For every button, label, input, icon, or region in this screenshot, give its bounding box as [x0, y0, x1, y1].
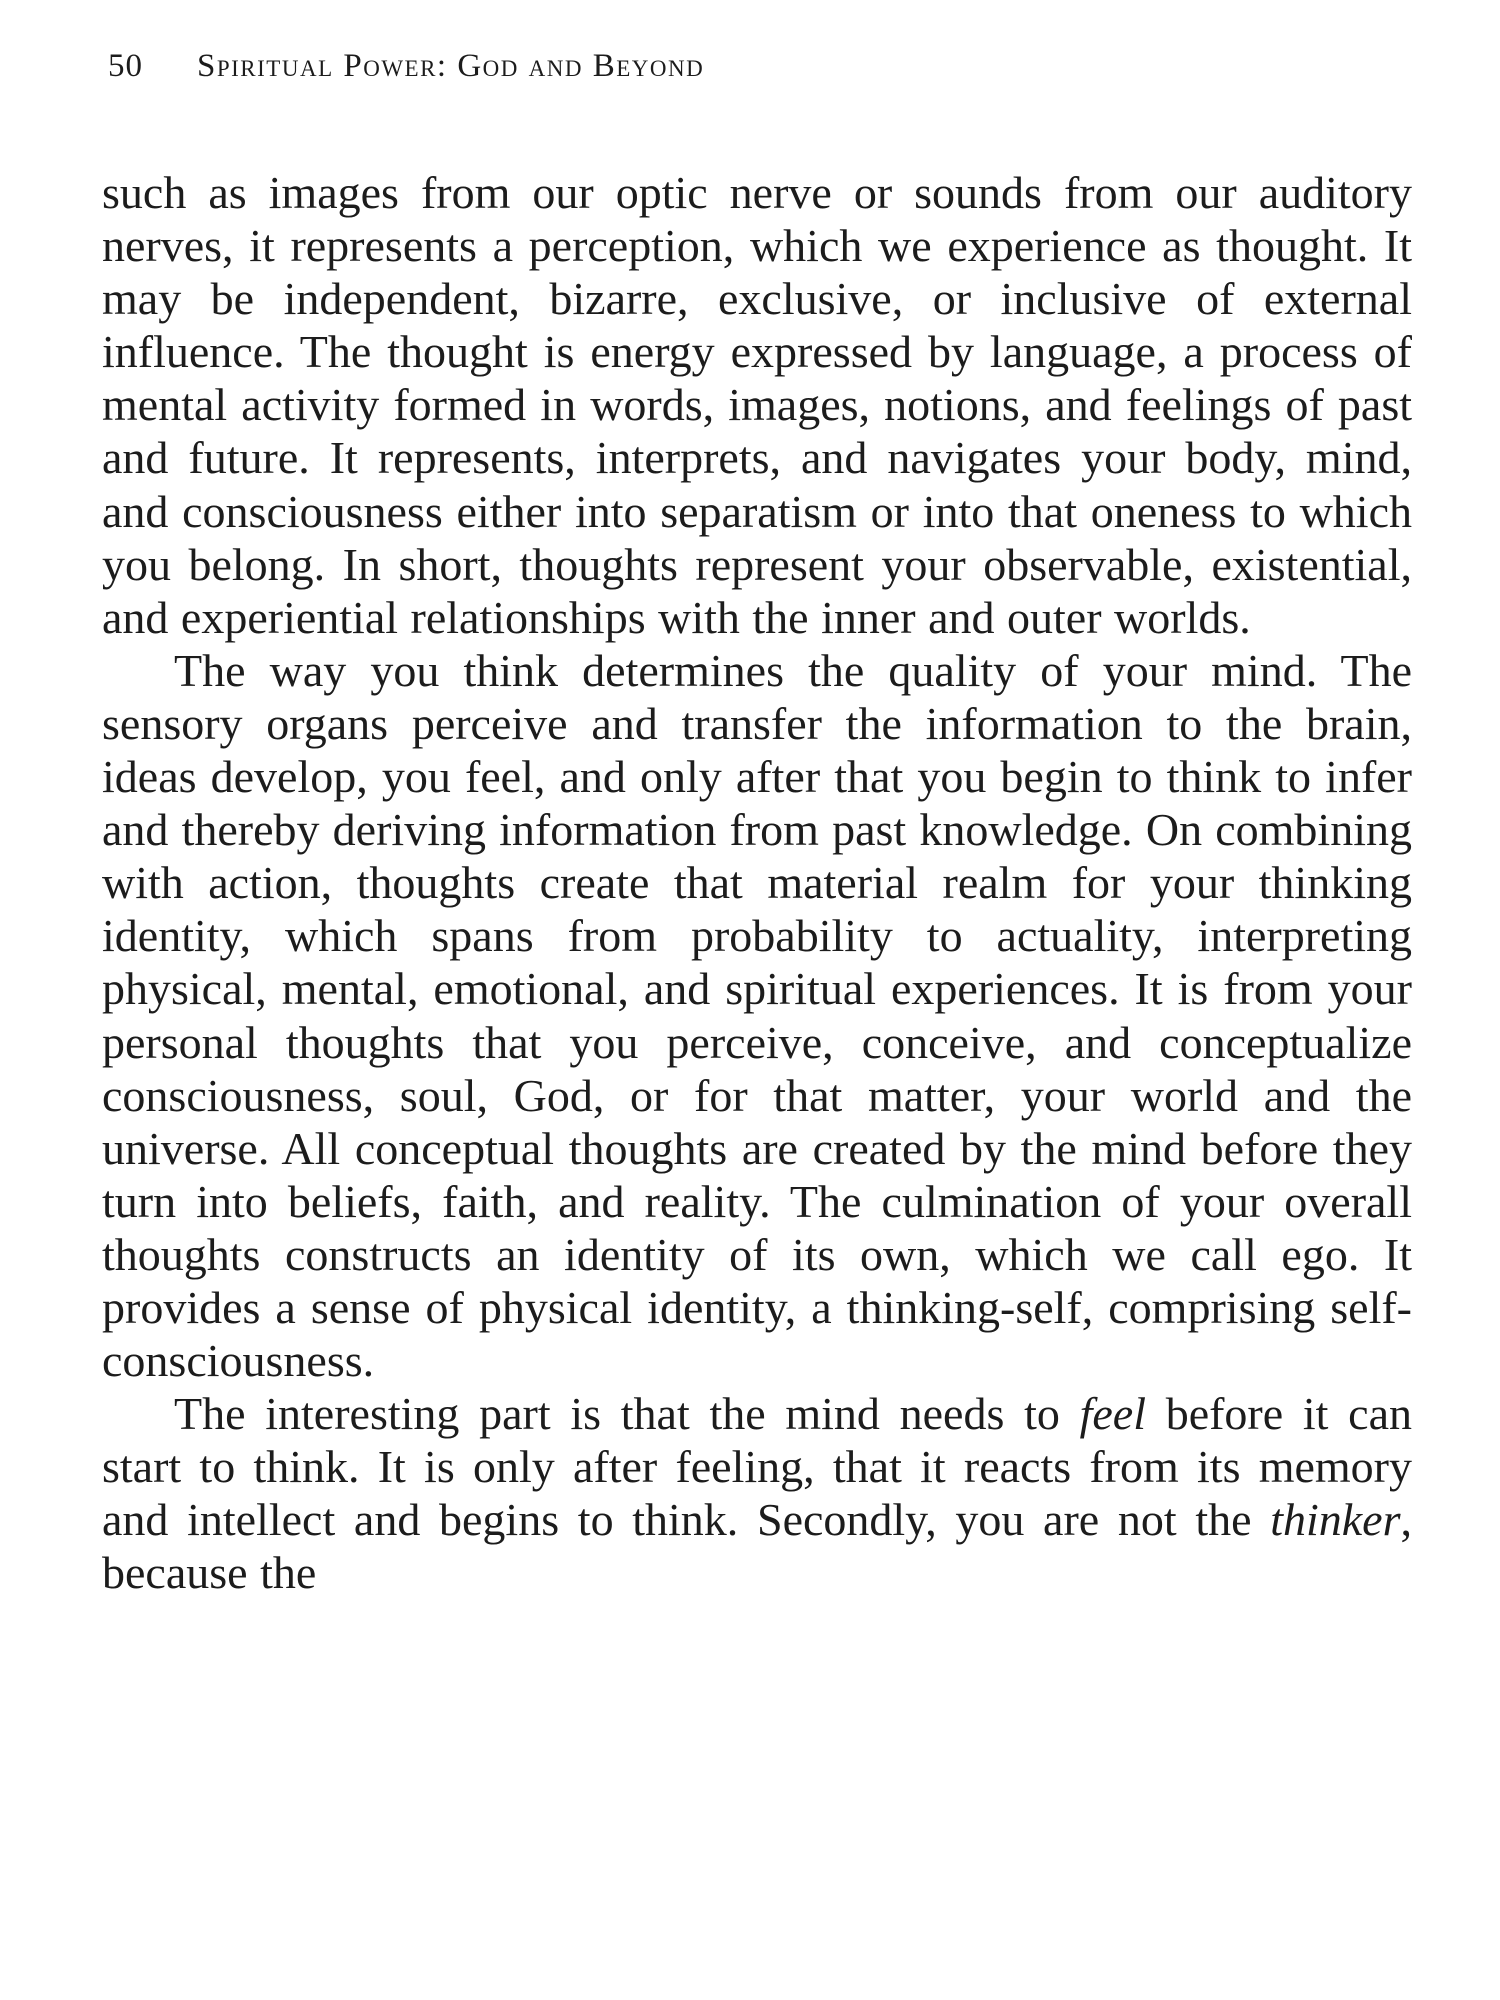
paragraph-1: such as images from our optic nerve or sounds from our auditory nerves, it represents a perception, which we experience as thought. It may be independent, bizarre, exclusive, or inclusive of external influence. The thought is energy expressed by language, a process of mental activity formed in words, images, notions, and feelings of past and future. It represents, interprets, and navigates your body, mind, and consciousness either into separatism or into that oneness to which you belong. In short, thoughts represent your observable, existential, and experiential relationships with the inner and outer worlds.: [102, 167, 1412, 643]
paragraph-2: The way you think determines the quality of your mind. The sensory organs perceive and transfer the information to the brain, ideas develop, you feel, and only after that you begin to think to infer and thereby deriving information from past knowledge. On combining with action, thoughts create that material realm for your thinking identity, which spans from probability to actuality, interpreting physical, mental, emotional, and spiritual experiences. It is from your personal thoughts that you perceive, conceive, and conceptualize consciousness, soul, God, or for that matter, your world and the universe. All conceptual thoughts are created by the mind before they turn into beliefs, faith, and reality. The culmination of your overall thoughts constructs an identity of its own, which we call ego. It provides a sense of physical identity, a thinking-self, comprising self-consciousness.: [102, 644, 1412, 1387]
running-head: [108, 48, 704, 85]
page-number: 50: [108, 48, 143, 84]
book-title: Spiritual Power: God and Beyond: [197, 48, 705, 84]
paragraph-3: [102, 1387, 1412, 1599]
paragraph-3-text-2: before it can start to think. It is only after feeling, that it reacts from its memory and intellect and begins to think. Secondly, you are not the: [102, 1388, 1412, 1546]
paragraph-3-text-3: , because the: [102, 1494, 1412, 1599]
paragraph-3-emphasis-feel: feel: [1079, 1388, 1146, 1440]
paragraph-3-text-1: The interesting part is that the mind needs to: [174, 1388, 1080, 1440]
body-text: [102, 166, 1412, 1600]
paragraph-3-emphasis-thinker: thinker: [1270, 1494, 1401, 1546]
